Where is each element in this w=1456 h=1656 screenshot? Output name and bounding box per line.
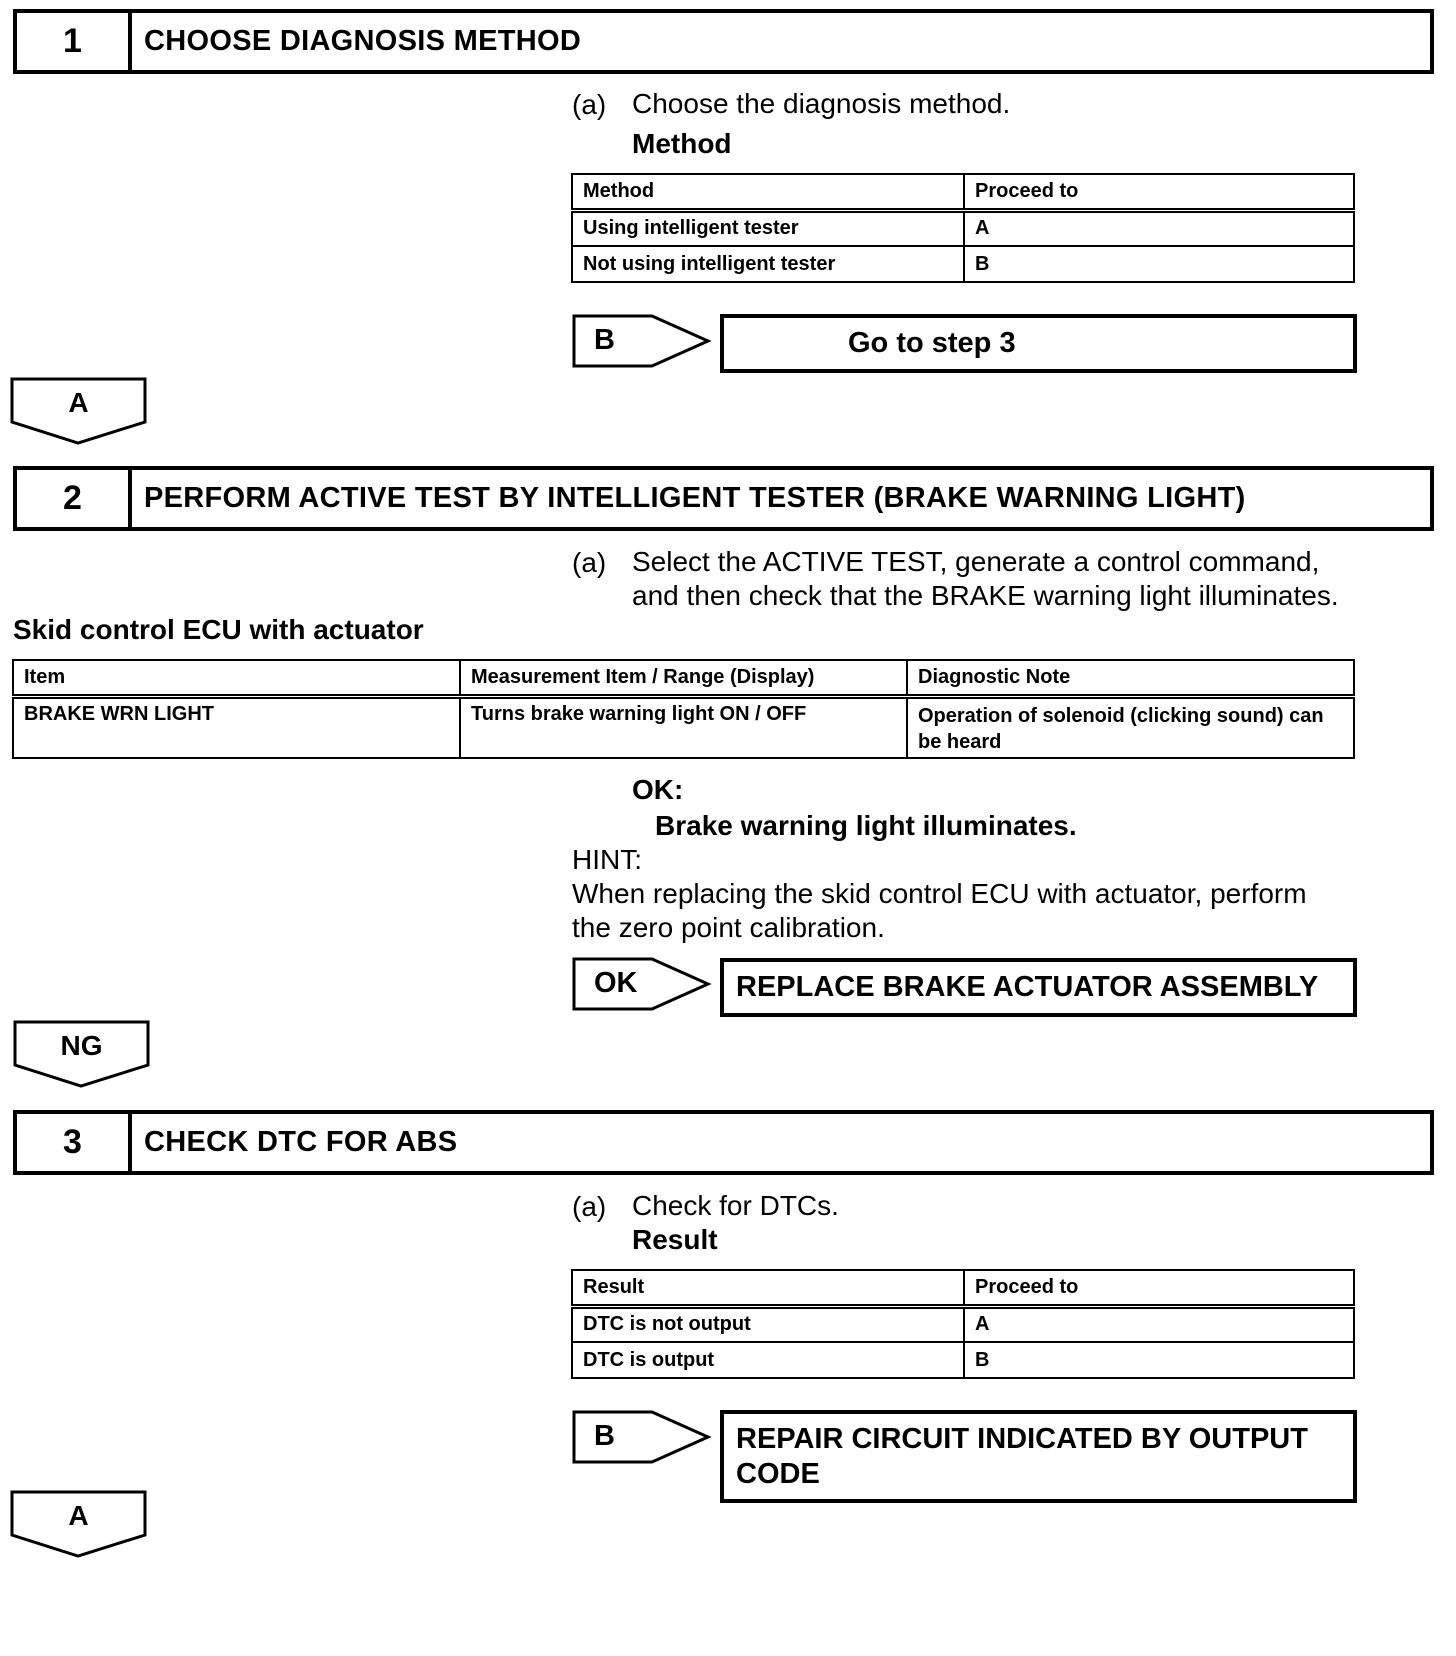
table-header-cell: Proceed to <box>964 1270 1354 1306</box>
step-2-header <box>13 466 1434 531</box>
instruction-text-line2: and then check that the BRAKE warning light illuminates. <box>632 580 1339 611</box>
branch-arrow-ok[interactable] <box>572 957 712 1011</box>
replace-brake-actuator-box[interactable]: REPLACE BRAKE ACTUATOR ASSEMBLY <box>720 958 1357 1017</box>
table-cell: B <box>964 246 1354 282</box>
down-arrow-a[interactable] <box>10 377 147 445</box>
down-label: A <box>68 1500 89 1531</box>
table-caption: Skid control ECU with actuator <box>13 614 424 645</box>
branch-label: B <box>594 1420 615 1452</box>
down-arrow-a[interactable] <box>10 1490 147 1558</box>
step-number: 1 <box>17 13 132 70</box>
down-label: A <box>68 387 89 418</box>
table-cell: Turns brake warning light ON / OFF <box>460 696 907 758</box>
hint-text-line1: When replacing the skid control ECU with actuator, perform <box>572 878 1307 909</box>
hint-label: HINT: <box>572 844 642 875</box>
table-header-row <box>572 174 1354 210</box>
step-title: CHECK DTC FOR ABS <box>144 1126 458 1158</box>
table-header-cell: Item <box>13 660 460 696</box>
table-caption: Method <box>632 128 732 159</box>
instruction-label: (a) <box>572 547 607 578</box>
table-header-cell: Measurement Item / Range (Display) <box>460 660 907 696</box>
table-cell: A <box>964 1306 1354 1342</box>
branch-arrow-b[interactable] <box>572 1410 712 1464</box>
table-row <box>13 696 1354 758</box>
right-arrow-icon <box>572 1410 712 1464</box>
instruction-text: Check for DTCs. <box>632 1190 839 1221</box>
table-header-row <box>13 660 1354 696</box>
table-header-row <box>572 1270 1354 1306</box>
table-header-cell: Diagnostic Note <box>907 660 1354 696</box>
instruction-text: Choose the diagnosis method. <box>632 88 1011 119</box>
repair-circuit-box[interactable] <box>720 1410 1357 1503</box>
step-title: PERFORM ACTIVE TEST BY INTELLIGENT TESTER (BRAKE WARNING LIGHT) <box>144 482 1246 514</box>
table-cell: B <box>964 1342 1354 1378</box>
branch-label: OK <box>594 967 638 999</box>
branch-arrow-b[interactable] <box>572 314 712 368</box>
step-title: CHOOSE DIAGNOSIS METHOD <box>144 25 582 57</box>
result-line: CODE <box>736 1457 820 1490</box>
table-cell: A <box>964 210 1354 246</box>
table-cell: Not using intelligent tester <box>572 246 964 282</box>
table-row <box>572 210 1354 246</box>
right-arrow-icon <box>572 957 712 1011</box>
method-table <box>571 173 1355 283</box>
step-3-header <box>13 1110 1434 1175</box>
step-number: 3 <box>17 1114 132 1171</box>
go-to-step-3-box[interactable]: Go to step 3 <box>720 314 1357 373</box>
down-label: NG <box>60 1030 103 1061</box>
table-header-cell: Method <box>572 174 964 210</box>
instruction-text-line1: Select the ACTIVE TEST, generate a control command, <box>632 546 1320 577</box>
step-number: 2 <box>17 470 132 527</box>
table-row <box>572 246 1354 282</box>
table-cell: Operation of solenoid (clicking sound) can be heard <box>907 696 1354 758</box>
table-header-cell: Proceed to <box>964 174 1354 210</box>
table-header-cell: Result <box>572 1270 964 1306</box>
table-cell: Using intelligent tester <box>572 210 964 246</box>
right-arrow-icon <box>572 314 712 368</box>
table-row <box>572 1306 1354 1342</box>
ok-label: OK: <box>632 774 684 805</box>
instruction-label: (a) <box>572 1191 607 1222</box>
branch-label: B <box>594 324 615 356</box>
table-cell: BRAKE WRN LIGHT <box>13 696 460 758</box>
result-table <box>571 1269 1355 1379</box>
step-1-header <box>13 9 1434 74</box>
result-line: REPAIR CIRCUIT INDICATED BY OUTPUT <box>736 1422 1308 1455</box>
ok-text: Brake warning light illuminates. <box>655 810 1077 841</box>
table-caption: Result <box>632 1224 718 1255</box>
table-cell: DTC is output <box>572 1342 964 1378</box>
down-arrow-ng[interactable] <box>13 1020 150 1088</box>
active-test-table <box>12 659 1355 759</box>
hint-text-line2: the zero point calibration. <box>572 912 885 943</box>
table-cell: DTC is not output <box>572 1306 964 1342</box>
table-row <box>572 1342 1354 1378</box>
instruction-label: (a) <box>572 89 607 120</box>
